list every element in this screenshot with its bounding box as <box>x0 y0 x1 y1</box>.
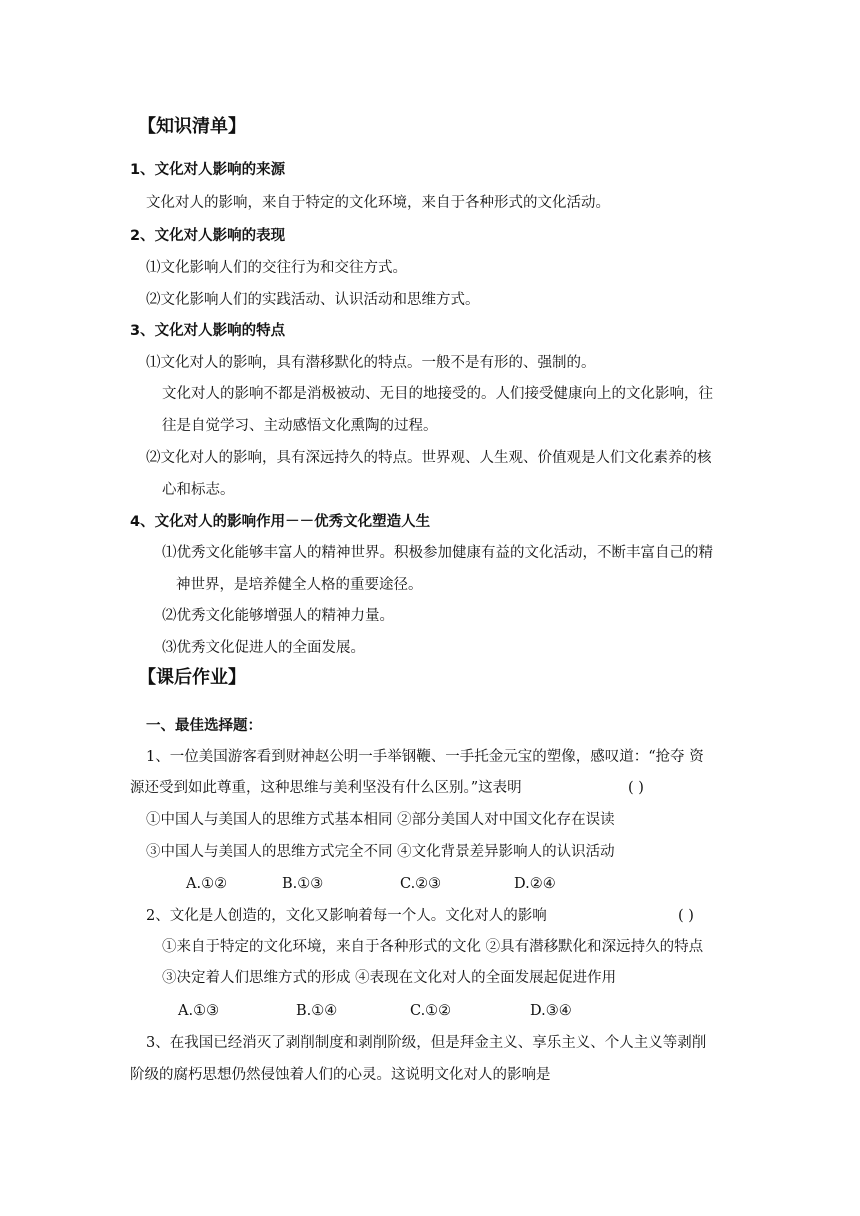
section-4-item-3: ⑶优秀文化促进人的全面发展。 <box>162 640 365 656</box>
question-1-options-2: ③中国人与美国人的思维方式完全不同 ④文化背景差异影响人的认识活动 <box>146 844 615 860</box>
section-1-text: 文化对人的影响，来自于特定的文化环境，来自于各种形式的文化活动。 <box>146 195 610 211</box>
homework-title: 【课后作业】 <box>138 667 246 688</box>
section-3-heading: 3、文化对人影响的特点 <box>130 323 286 339</box>
choice-b: B.①④ <box>296 1003 338 1019</box>
question-3-line-2: 阶级的腐朽思想仍然侵蚀着人们的心灵。这说明文化对人的影响是 <box>130 1067 551 1083</box>
choice-a: A.①② <box>186 876 228 892</box>
question-2-choices <box>178 1001 572 1021</box>
section-4-item-1-line-1: ⑴优秀文化能够丰富人的精神世界。积极参加健康有益的文化活动，不断丰富自己的精 <box>162 545 713 561</box>
choice-c: C.②③ <box>400 876 442 892</box>
question-3-line-1: 3、在我国已经消灭了剥削制度和剥削阶级，但是拜金主义、享乐主义、个人主义等剥削 <box>146 1035 707 1051</box>
multiple-choice-section-heading: 一、最佳选择题： <box>146 718 262 734</box>
question-1-choices <box>186 874 556 894</box>
choice-b: B.①③ <box>282 876 324 892</box>
question-2-options-2: ③决定着人们思维方式的形成 ④表现在文化对人的全面发展起促进作用 <box>162 970 617 986</box>
choice-d: D.③④ <box>530 1003 572 1019</box>
choice-d: D.②④ <box>514 876 556 892</box>
section-3-item-1: ⑴文化对人的影响，具有潜移默化的特点。一般不是有形的、强制的。 <box>146 355 596 371</box>
section-3-item-2-line-1: ⑵文化对人的影响，具有深远持久的特点。世界观、人生观、价值观是人们文化素养的核 <box>146 450 712 466</box>
choice-c: C.①② <box>410 1003 452 1019</box>
section-1-heading: 1、文化对人影响的来源 <box>130 162 286 178</box>
knowledge-list-title: 【知识清单】 <box>138 116 246 137</box>
question-1-options-1: ①中国人与美国人的思维方式基本相同 ②部分美国人对中国文化存在误读 <box>146 812 615 828</box>
question-2-answer-paren: ( ) <box>678 908 694 924</box>
section-3-paragraph-line-1: 文化对人的影响不都是消极被动、无目的地接受的。人们接受健康向上的文化影响，往 <box>162 386 713 402</box>
section-2-heading: 2、文化对人影响的表现 <box>130 228 286 244</box>
choice-a: A.①③ <box>178 1003 220 1019</box>
section-4-heading: 4、文化对人的影响作用－－优秀文化塑造人生 <box>130 514 431 530</box>
section-3-paragraph-line-2: 往是自觉学习、主动感悟文化熏陶的过程。 <box>162 418 438 434</box>
section-2-item-1: ⑴文化影响人们的交往行为和交往方式。 <box>146 260 407 276</box>
question-1-line-2: 源还受到如此尊重，这种思维与美利坚没有什么区别。”这表明 <box>130 780 522 796</box>
question-1-line-1: 1、一位美国游客看到财神赵公明一手举钢鞭、一手托金元宝的塑像，感叹道：“抢夺 资 <box>146 749 704 765</box>
section-2-item-2: ⑵文化影响人们的实践活动、认识活动和思维方式。 <box>146 292 480 308</box>
question-2-line-1: 2、文化是人创造的，文化又影响着每一个人。文化对人的影响 <box>146 908 547 924</box>
section-3-item-2-line-2: 心和标志。 <box>162 482 235 498</box>
question-2-options-1: ①来自于特定的文化环境，来自于各种形式的文化 ②具有潜移默化和深远持久的特点 <box>162 939 704 955</box>
question-1-answer-paren: ( ) <box>628 780 644 796</box>
section-4-item-2: ⑵优秀文化能够增强人的精神力量。 <box>162 608 394 624</box>
section-4-item-1-line-2: 神世界，是培养健全人格的重要途径。 <box>176 577 423 593</box>
